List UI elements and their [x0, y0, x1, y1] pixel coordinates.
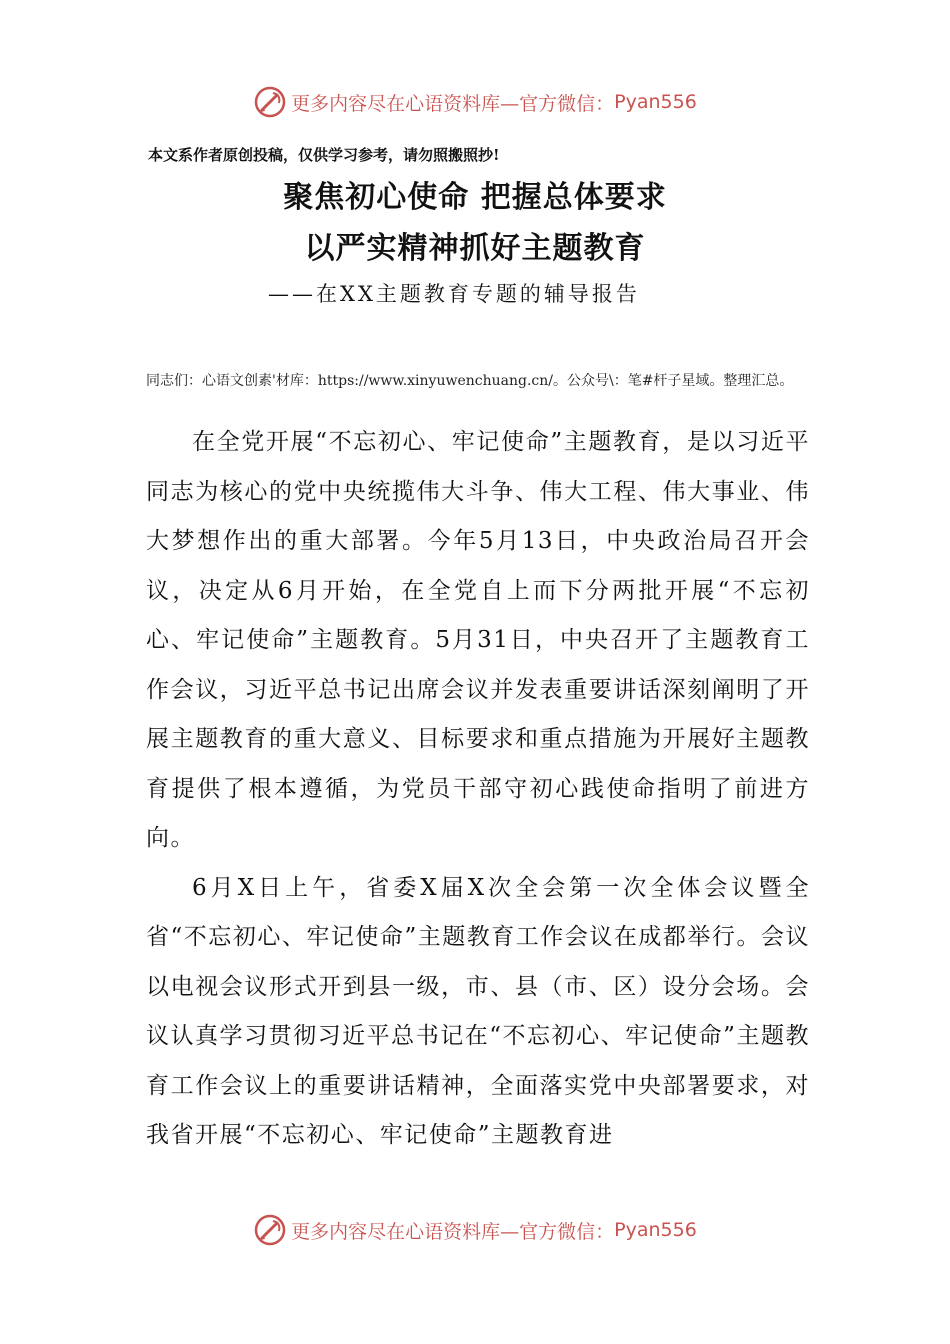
- copyright-notice: 本文系作者原创投稿，仅供学习参考，请勿照搬照抄!: [148, 146, 500, 164]
- watermark-brand: Pyan556: [614, 1219, 697, 1241]
- watermark-text: 更多内容尽在心语资料库—官方微信：: [291, 1220, 615, 1243]
- pen-swirl-logo-icon: [253, 85, 287, 119]
- pen-swirl-logo-icon: [253, 1213, 287, 1247]
- intro-line: 同志们：心语文创素'材库：https://www.xinyuwenchuang.cn/。公众号\：笔#杆子星域。整理汇总。: [146, 373, 794, 389]
- document-title-line1: 聚焦初心使命 把握总体要求: [283, 180, 667, 215]
- document-subtitle: ——在XX主题教育专题的辅导报告: [268, 282, 640, 306]
- watermark-text: 更多内容尽在心语资料库—官方微信：: [291, 92, 615, 115]
- watermark-header: [0, 82, 950, 122]
- watermark-footer: [0, 1210, 950, 1250]
- watermark-brand: Pyan556: [614, 91, 697, 113]
- document-title-line2: 以严实精神抓好主题教育: [304, 231, 646, 266]
- paragraph-1: 在全党开展“不忘初心、牢记使命”主题教育，是以习近平同志为核心的党中央统揽伟大斗争、伟大工程、伟大事业、伟大梦想作出的重大部署。今年5月13日，中央政治局召开会议，决定从6月开始，在全党自上而下分两批开展“不忘初心、牢记使命”主题教育。5月31日，中央召开了主题教育工作会议，习近平总书记出席会议并发表重要讲话深刻阐明了开展主题教育的重大意义、目标要求和重点措施为开展好主题教育提供了根本遵循，为党员干部守初心践使命指明了前进方向。: [146, 429, 810, 851]
- paragraph-2: 6月X日上午，省委X届X次全会第一次全体会议暨全省“不忘初心、牢记使命”主题教育工作会议在成都举行。会议以电视会议形式开到县一级，市、县（市、区）设分会场。会议认真学习贯彻习近平总书记在“不忘初心、牢记使命”主题教育工作会议上的重要讲话精神，全面落实党中央部署要求，对我省开展“不忘初心、牢记使命”主题教育进: [146, 874, 810, 1148]
- document-body: [146, 418, 810, 1161]
